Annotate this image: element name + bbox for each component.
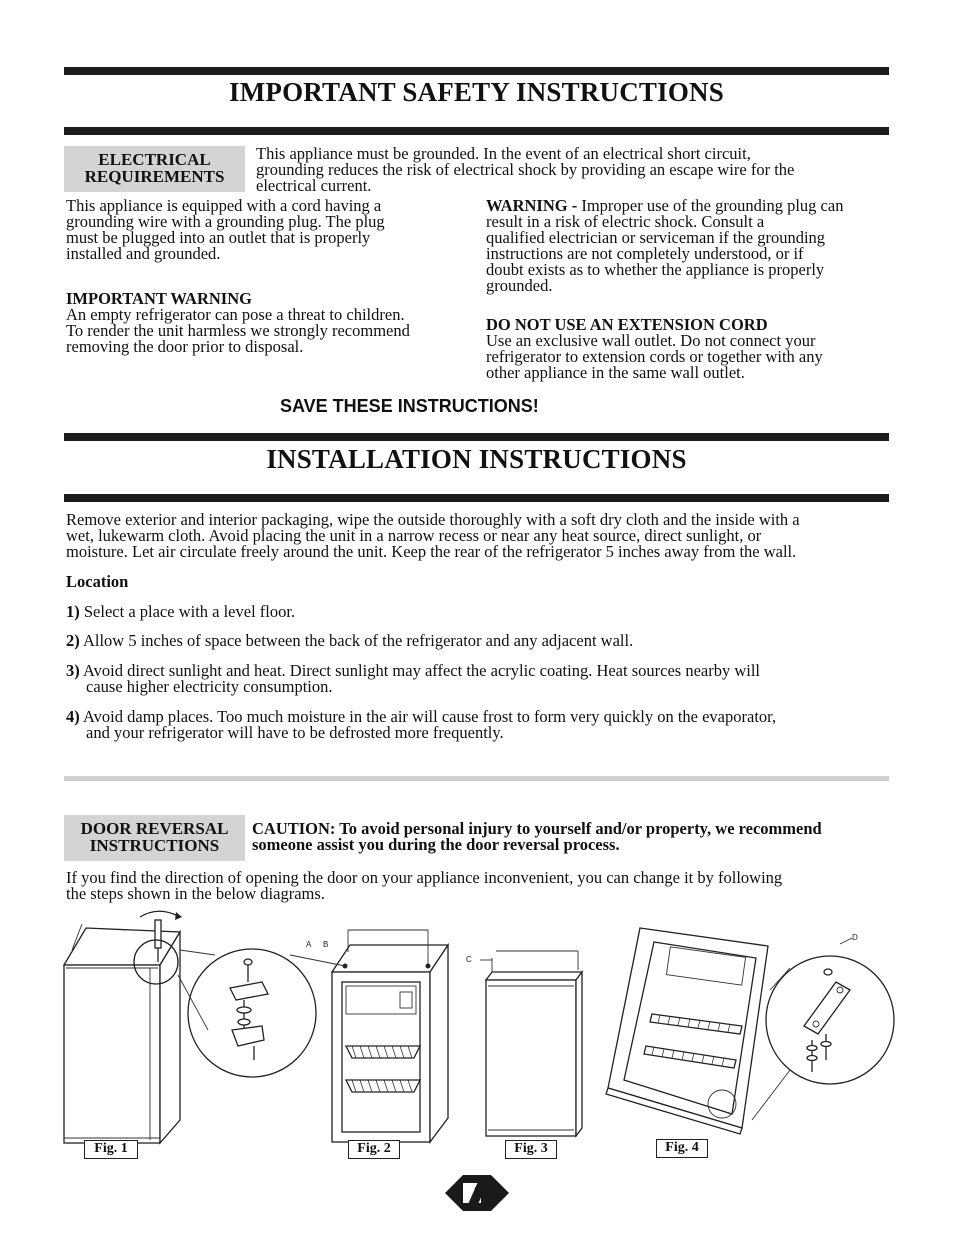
text-line: the steps shown in the below diagrams. [66,884,325,903]
part-label-c: C [466,955,472,964]
save-these-instructions: SAVE THESE INSTRUCTIONS! [280,396,539,416]
fig-1-label: Fig. 1 [84,1140,138,1159]
text-span: Improper use of the grounding plug can [577,196,844,215]
text-line: other appliance in the same wall outlet. [486,363,745,382]
extension-cord-heading: DO NOT USE AN EXTENSION CORD [486,315,768,334]
text-span: Avoid direct sunlight and heat. Direct sunlight may affect the acrylic coating. Heat sources nearby will [82,661,761,680]
text-line: and your refrigerator will have to be defrosted more frequently. [86,723,504,742]
text-line: This appliance is equipped with a cord having a [66,196,382,215]
text-line: To render the unit harmless we strongly recommend [66,321,410,340]
text-line: must be plugged into an outlet that is properly [66,228,371,247]
fig3-door-drawing [466,951,582,1136]
text-line: result in a risk of electric shock. Consult a [486,212,765,231]
text-line: wet, lukewarm cloth. Avoid placing the unit in a narrow recess or near any heat source, direct sunlight, or [66,526,762,545]
door-box-line-1: DOOR REVERSAL [80,819,229,838]
text-line: grounding wire with a grounding plug. The plug [66,212,385,231]
text-span: Allow 5 inches of space between the back of the refrigerator and any adjacent wall. [82,631,634,650]
fig4-refrigerator-drawing [606,928,768,1134]
text-span: Avoid damp places. Too much moisture in the air will cause frost to form very quickly on the evaporator, [82,707,777,726]
fig4-hinge-detail [752,933,894,1120]
installation-title: INSTALLATION INSTRUCTIONS [266,444,687,474]
text-line: moisture. Let air circulate freely around the unit. Keep the rear of the refrigerator 5 inches away from the wall. [66,542,797,561]
fig-4-label: Fig. 4 [656,1139,708,1158]
electrical-box-line-2: REQUIREMENTS [84,167,225,186]
step-number: 1) [66,602,80,621]
step-number: 3) [66,661,80,680]
text-line: cause higher electricity consumption. [86,677,333,696]
text-line: CAUTION: To avoid personal injury to yourself and/or property, we recommend [252,819,822,838]
text-line: Remove exterior and interior packaging, wipe the outside thoroughly with a soft dry cloth and the inside with a [66,510,800,529]
text-line: electrical current. [256,176,372,195]
text-line: refrigerator to extension cords or together with any [486,347,823,366]
fig1-hinge-detail [188,949,316,1077]
text-line: qualified electrician or serviceman if the grounding [486,228,826,247]
page-number: 1 [473,1184,481,1198]
step-number: 2) [66,631,80,650]
text-line: someone assist you during the door reversal process. [252,835,620,854]
text-line: Use an exclusive wall outlet. Do not connect your [486,331,816,350]
text-line: instructions are not completely understood, or if [486,244,804,263]
part-label-b: B [323,940,329,949]
text-line: grounding reduces the risk of electrical shock by providing an escape wire for the [256,160,795,179]
fig1-refrigerator-drawing [64,911,215,1143]
part-label-a: A [306,940,312,949]
text-line: removing the door prior to disposal. [66,337,304,356]
text-line: This appliance must be grounded. In the event of an electrical short circuit, [256,144,751,163]
door-box-line-2: INSTRUCTIONS [89,836,220,855]
part-label-d: D [852,933,858,942]
text-span: Select a place with a level floor. [83,602,296,621]
electrical-box-line-1: ELECTRICAL [98,150,211,169]
text-line: grounded. [486,276,553,295]
step-number: 4) [66,707,80,726]
safety-title: IMPORTANT SAFETY INSTRUCTIONS [229,77,724,107]
location-heading: Location [66,572,129,591]
fig-2-label: Fig. 2 [348,1140,400,1159]
fig-3-label: Fig. 3 [505,1140,557,1159]
important-warning-heading: IMPORTANT WARNING [66,289,252,308]
text-line: installed and grounded. [66,244,221,263]
fig2-refrigerator-drawing [290,930,448,1142]
text-line: If you find the direction of opening the door on your appliance inconvenient, you can change it by following [66,868,783,887]
text-line: An empty refrigerator can pose a threat to children. [66,305,405,324]
warning-label: WARNING - [486,196,578,215]
text-line: doubt exists as to whether the appliance is properly [486,260,825,279]
